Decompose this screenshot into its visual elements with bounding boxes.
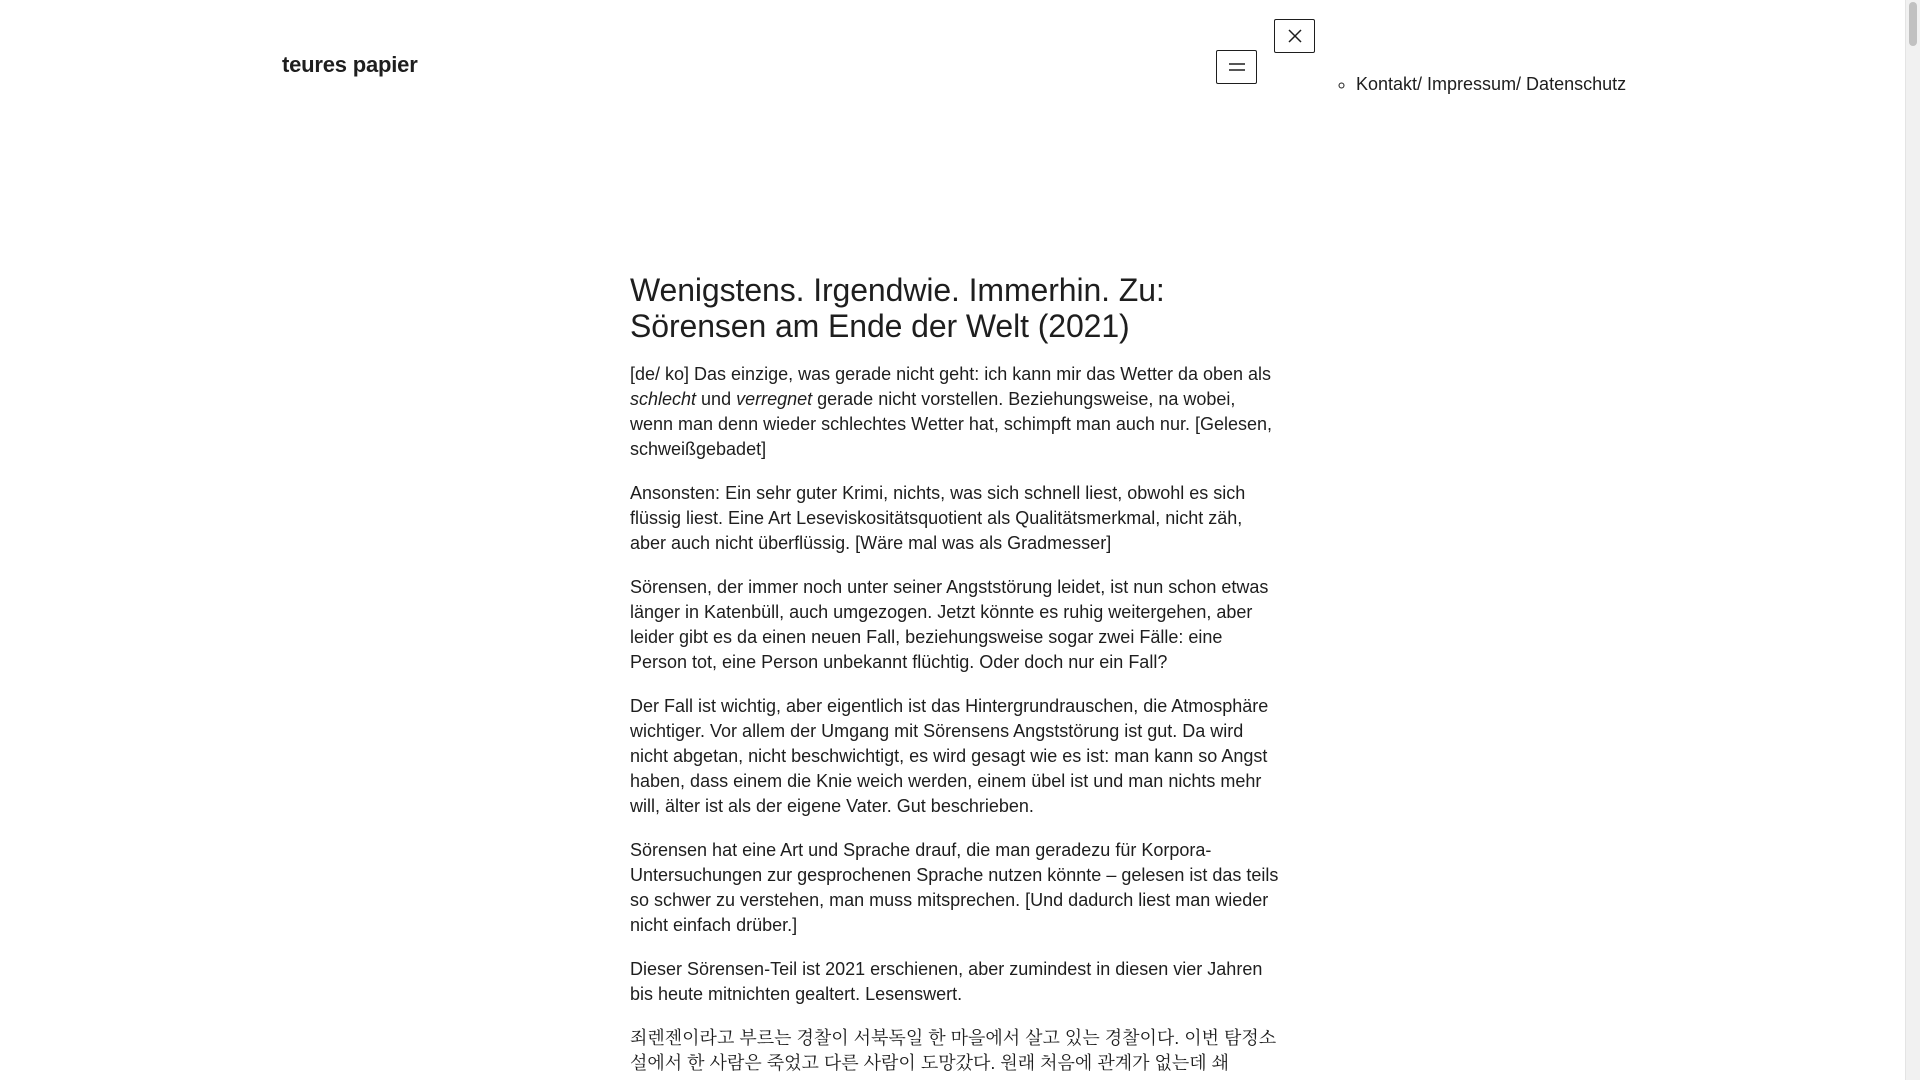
post-paragraph: Sörensen hat eine Art und Sprache drauf, die man geradezu für Korpora-Untersuchungen zur gesprochenen Sprache nutzen könnte – gelesen ist das teils so schwer zu verstehen, man muss mitsprechen. [Und dadurch liest man wieder nicht einfach drüber.] bbox=[630, 840, 1279, 935]
navigation-menu bbox=[1338, 71, 1626, 97]
text-segment: [de/ ko] Das einzige, was gerade nicht geht: ich kann mir das Wetter da oben als bbox=[630, 364, 1272, 384]
site-title[interactable]: teures papier bbox=[282, 52, 418, 77]
menu-close-button[interactable] bbox=[1274, 19, 1315, 53]
post-paragraph: Sörensen, der immer noch unter seiner Angststörung leidet, ist nun schon etwas länger in Katenbüll, auch umgezogen. Jetzt könnte es ruhig weitergehen, aber leider gibt es da einen neuen Fall, beziehungsweise sogar zwei Fälle: eine Person tot, eine Person unbekannt flüchtig. Oder doch nur ein Fall? bbox=[630, 577, 1269, 672]
emphasis-text: verregnet bbox=[736, 389, 813, 409]
post-content bbox=[630, 362, 1280, 1076]
post-paragraph-korean: 죄렌젠이라고 부르는 경찰이 서북독일 한 마을에서 살고 있는 경찰이다. 이번 탐정소설에서 한 사람은 죽었고 다른 사람이 도망갔다. 원래 처음에 관계가 없는데 쇄 bbox=[630, 1028, 1277, 1073]
scrollbar-thumb[interactable] bbox=[1909, 2, 1917, 46]
post-paragraph: Ansonsten: Ein sehr guter Krimi, nichts, was sich schnell liest, obwohl es sich flüssig liest. Eine Art Leseviskositätsquotient als Qualitätsmerkmal, nicht zäh, aber auch nicht überflüssig. [Wäre mal was als Gradmesser] bbox=[630, 483, 1246, 553]
page-scrollbar[interactable] bbox=[1905, 0, 1920, 1080]
menu-open-button[interactable] bbox=[1216, 50, 1257, 84]
post-paragraph: Der Fall ist wichtig, aber eigentlich ist das Hintergrundrauschen, die Atmosphäre wichtiger. Vor allem der Umgang mit Sörensens Angststörung ist gut. Da wird nicht abgetan, nicht beschwichtigt, es wird gesagt wie es ist: man kann so Angst haben, dass einem die Knie weich werden, einem übel ist und man nichts mehr will, älter ist als der eigene Vater. Gut beschrieben. bbox=[630, 696, 1269, 816]
text-segment: gerade nicht vorstellen. Beziehungsweise, na wobei, wenn man denn wieder schlechtes Wetter hat, schimpft man auch nur. [Gelesen, schweißgebadet] bbox=[630, 389, 1273, 459]
post-title: Wenigstens. Irgendwie. Immerhin. Zu: Sörensen am Ende der Welt (2021) bbox=[630, 272, 1165, 344]
nav-item bbox=[1356, 71, 1626, 97]
post-paragraph: Dieser Sörensen-Teil ist 2021 erschienen, aber zumindest in diesen vier Jahren bis heute mitnichten gealtert. Lesenswert. bbox=[630, 959, 1263, 1004]
text-segment: und bbox=[696, 389, 737, 409]
post-article bbox=[630, 272, 1280, 1080]
nav-link-kontakt-impressum-datenschutz[interactable]: Kontakt/ Impressum/ Datenschutz bbox=[1356, 74, 1627, 94]
hamburger-icon bbox=[1227, 61, 1247, 73]
post-paragraph bbox=[630, 362, 1280, 462]
emphasis-text: schlecht bbox=[630, 389, 697, 409]
close-icon bbox=[1286, 27, 1304, 45]
